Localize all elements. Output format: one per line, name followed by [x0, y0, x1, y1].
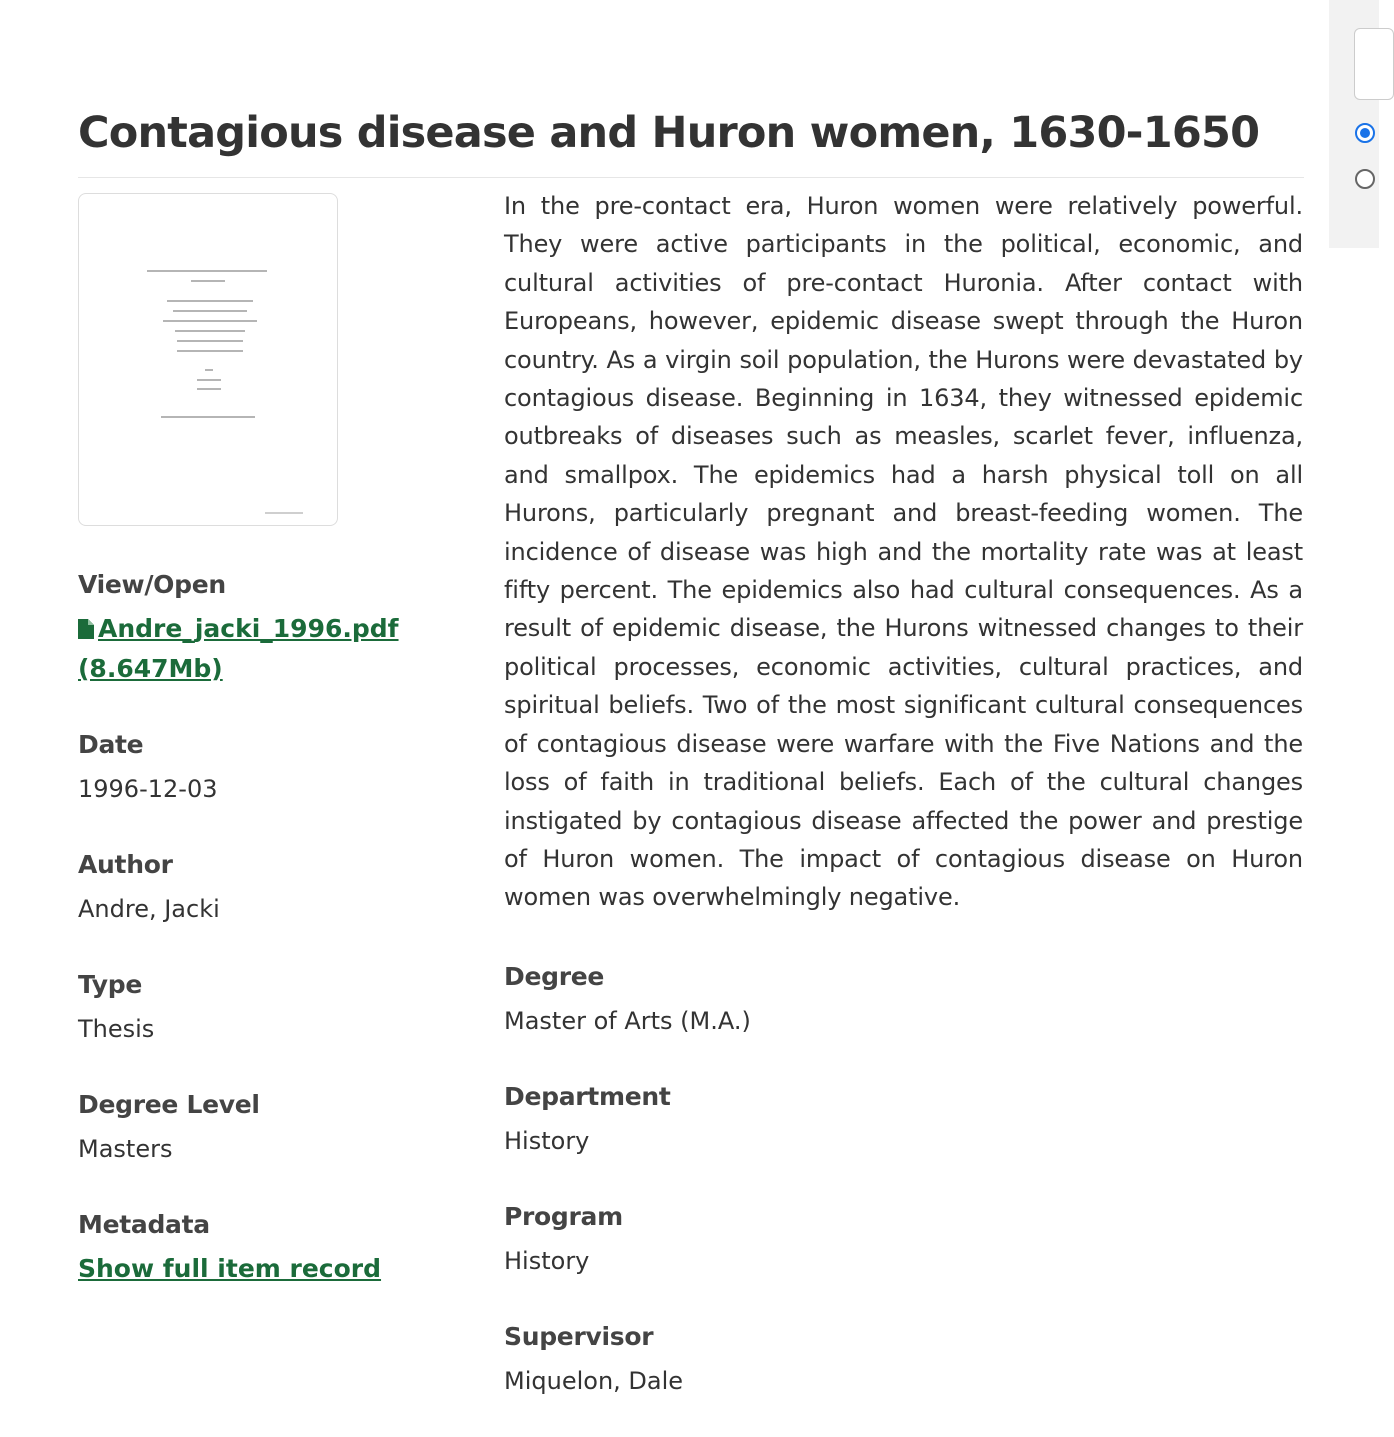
metadata-label: Metadata — [78, 1210, 210, 1239]
type-label: Type — [78, 970, 143, 999]
view-open-section — [78, 565, 418, 689]
thumb-text-line — [163, 320, 257, 322]
thumb-text-line — [167, 300, 253, 302]
department-value: History — [504, 1126, 590, 1155]
show-full-record-link[interactable]: Show full item record — [78, 1254, 382, 1283]
supervisor-label: Supervisor — [504, 1321, 654, 1351]
date-section — [78, 725, 418, 809]
supervisor-value: Miquelon, Dale — [504, 1366, 684, 1395]
thumb-text-line — [175, 330, 245, 332]
date-value: 1996-12-03 — [78, 775, 218, 803]
thumb-text-line — [197, 388, 221, 390]
date-label: Date — [78, 730, 144, 759]
thumb-text-line — [197, 379, 221, 381]
document-thumbnail[interactable] — [78, 193, 338, 526]
side-search-input[interactable] — [1354, 28, 1394, 100]
program-value: History — [504, 1246, 590, 1275]
degree-label: Degree — [504, 961, 605, 991]
file-icon — [78, 619, 94, 639]
author-section — [78, 845, 418, 929]
thumb-text-line — [177, 340, 243, 342]
thumb-text-line — [205, 369, 213, 371]
thumb-signature — [265, 512, 303, 514]
department-label: Department — [504, 1081, 671, 1111]
pdf-download-link[interactable] — [78, 609, 408, 689]
degree-level-value: Masters — [78, 1135, 173, 1163]
thumb-text-line — [177, 350, 243, 352]
degree-level-section — [78, 1085, 418, 1169]
type-section — [78, 965, 418, 1049]
scope-radio-unselected[interactable] — [1355, 169, 1375, 189]
pdf-download-text: Andre_jacki_1996.pdf (8.647Mb) — [78, 614, 399, 683]
supervisor-section — [504, 1317, 1303, 1401]
right-content-column — [504, 187, 1303, 1437]
program-label: Program — [504, 1201, 623, 1231]
thumb-text-line — [173, 310, 247, 312]
author-label: Author — [78, 850, 173, 879]
metadata-section — [78, 1205, 418, 1289]
page-title: Contagious disease and Huron women, 1630-1650 — [78, 108, 1260, 158]
author-value: Andre, Jacki — [78, 895, 220, 923]
thumb-text-line — [161, 416, 255, 418]
abstract-text: In the pre-contact era, Huron women were relatively powerful. They were active participants in the political, economic, and cultural activities of pre-contact Huronia. After contact with Europeans, however, epidemic disease swept through the Huron country. As a virgin soil population, the Hurons were devastated by contagious disease. Beginning in 1634, they witnessed epidemic outbreaks of diseases such as measles, scarlet fever, influenza, and smallpox. The epidemics had a harsh physical toll on all Hurons, particularly pregnant and breast-feeding women. The incidence of disease was high and the mortality rate was at least fifty percent. The epidemics also had cultural consequences. As a result of epidemic disease, the Hurons witnessed changes to their political processes, economic activities, cultural practices, and spiritual beliefs. Two of the most significant cultural consequences of contagious disease were warfare with the Five Nations and the loss of faith in traditional beliefs. Each of the cultural changes instigated by contagious disease affected the power and prestige of Huron women. The impact of contagious disease on Huron women was overwhelmingly negative. — [504, 192, 1303, 912]
degree-level-label: Degree Level — [78, 1090, 260, 1119]
title-divider — [78, 177, 1304, 178]
degree-value: Master of Arts (M.A.) — [504, 1006, 751, 1035]
program-section — [504, 1197, 1303, 1281]
thumb-text-line — [191, 280, 225, 282]
department-section — [504, 1077, 1303, 1161]
scope-radio-selected[interactable] — [1355, 123, 1375, 143]
thumb-text-line — [147, 270, 267, 272]
degree-section — [504, 957, 1303, 1041]
type-value: Thesis — [78, 1015, 155, 1043]
left-metadata-column — [78, 565, 418, 1325]
view-open-label: View/Open — [78, 570, 226, 599]
